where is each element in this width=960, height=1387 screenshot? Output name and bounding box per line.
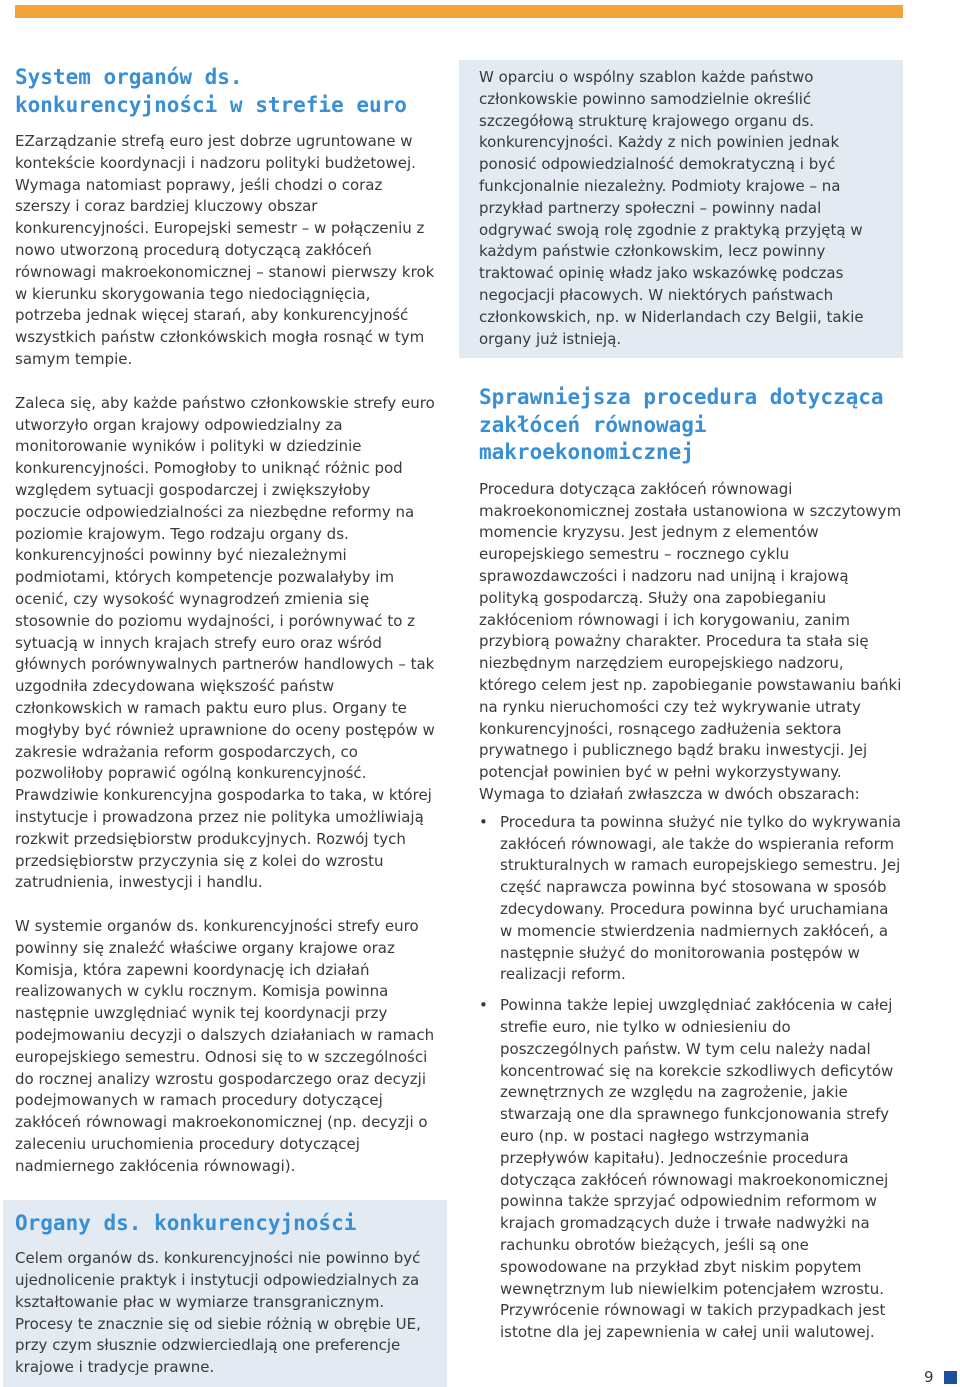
bullet-list bbox=[479, 812, 903, 1344]
right-column bbox=[459, 60, 903, 1353]
competitiveness-bodies-box bbox=[3, 1200, 447, 1387]
paragraph: Procedura dotycząca zakłóceń równowagi makroekonomicznej została ustanowiona w szczytowym momencie kryzysu. Jest jednym z elementów europejskiego semestru – rocznego cyklu sprawozdawczości i nadzoru nad unijną i krajową polityką gospodarczą. Służy ona zapobieganiu zakłóceniom równowagi i ich korygowaniu, zanim przybiorą poważny charakter. Procedura ta stała się niezbędnym narzędziem europejskiego nadzoru, którego celem jest np. zapobieganie powstawaniu bańki na rynku nieruchomości czy też wykrywanie utraty konkurencyjności, rosnącego zadłużenia sektora prywatnego i publicznego bądź braku inwestycji. Jej potencjał powinien być w pełni wykorzystywany. Wymaga to działań zwłaszcza w dwóch obszarach: bbox=[479, 479, 902, 804]
top-accent-bar bbox=[15, 5, 903, 18]
box-heading: Organy ds. konkurencyjności bbox=[15, 1210, 357, 1235]
page-number: 9 bbox=[924, 1368, 934, 1386]
list-item bbox=[479, 995, 903, 1344]
list-item-text: Procedura ta powinna służyć nie tylko do wykrywania zakłóceń równowagi, ale także do wspierania reform strukturalnych w ramach europejskiego semestru. Jej część naprawcza powinna być stosowana w sposób zdecydowany. Procedura powinna być uruchamiana w momencie stwierdzenia nadmiernych zakłóceń, a następnie służyć do monitorowania postępów w realizacji reform. bbox=[500, 812, 902, 984]
bullet-icon: • bbox=[479, 996, 488, 1015]
box-text: W oparciu o wspólny szablon każde państwo członkowskie powinno samodzielnie określić szczegółową strukturę krajowego organu ds. konkurencyjności. Każdy z nich powinien jednak ponosić odpowiedzialność demokratyczną i być funkcjonalnie niezależny. Podmioty krajowe – na przykład partnerzy społeczni – powinny nadal odgrywać swoją rolę zgodnie z praktyką przyjętą w każdym państwie członkowskim, lecz powinny traktować opinię władz jako wskazówkę podczas negocjacji płacowych. W niektórych państwach członkowskich, np. w Niderlandach czy Belgii, takie organy już istnieją. bbox=[479, 68, 864, 348]
box-text: Celem organów ds. konkurencyjności nie powinno być ujednolicenie praktyk i instytucji odpowiedzialnych za kształtowanie płac w wymiarze transgranicznym. Procesy te znacznie się od siebie różnią w obrębie UE, przy czym słusznie odzwierciedlają one preferencje krajowe i tradycje prawne. bbox=[15, 1249, 421, 1377]
paragraph: W systemie organów ds. konkurencyjności strefy euro powinny się znaleźć właściwe organy krajowe oraz Komisja, która zapewni koordynację ich działań realizowanych w cyklu rocznym. Komisja powinna następnie uwzględniać wynik tej koordynacji przy podejmowaniu decyzji o dalszych działaniach w ramach europejskiego semestru. Odnosi się to w szczególności do rocznej analizy wzrostu gospodarczego oraz decyzji podejmowanych w ramach procedury dotyczącej zakłóceń równowagi makroekonomicznej (np. decyzji o zaleceniu uruchomienia procedury dotyczącej nadmiernego zakłócenia równowagi). bbox=[15, 917, 435, 1175]
paragraph: EZarządzanie strefą euro jest dobrze ugruntowane w kontekście koordynacji i nadzoru polityki budżetowej. Wymaga natomiast poprawy, jeśli chodzi o coraz szerszy i coraz bardziej kluczowy obszar konkurencyjności. Europejski semestr – w połączeniu z nowo utworzoną procedurą dotyczącą zakłóceń równowagi makroekonomicznej – stanowi pierwszy krok w kierunku skorygowania tego niedociągnięcia, potrzeba jednak więcej starań, aby konkurencyjność wszystkich państw członkówskich mogła rosnąć w tym samym tempie. bbox=[15, 132, 435, 368]
list-item-text: Powinna także lepiej uwzględniać zakłócenia w całej strefie euro, nie tylko w odniesieniu do poszczególnych państw. W tym celu należy nadal koncentrować się na korekcie szkodliwych deficytów zewnętrznych ze względu na zagrożenie, jakie stwarzają one dla sprawnego funkcjonowania strefy euro (np. w postaci nagłego wstrzymania przepływów kapitału). Jednocześnie procedura dotycząca zakłóceń równowagi makroekonomicznej powinna także sprzyjać odpowiednim reformom w krajach gromadzących duże i trwałe nadwyżki na rachunku obrotów bieżących, jeśli są one spowodowane na przykład zbyt niskim popytem wewnętrznym lub niewielkim potencjałem wzrostu. Przywrócenie równowagi w takich przypadkach jest istotne dla jej zapewnienia w całej unii walutowej. bbox=[500, 996, 894, 1342]
list-item bbox=[479, 812, 903, 986]
paragraph: Zaleca się, aby każde państwo członkowskie strefy euro utworzyło organ krajowy odpowiedzialny za monitorowanie wyników i polityki w dziedzinie konkurencyjności. Pomogłoby to uniknąć różnic pod względem sytuacji gospodarczej i zwiększyłoby poczucie odpowiedzialności za niezbędne reformy na poziomie krajowym. Tego rodzaju organy ds. konkurencyjności powinny być niezależnymi podmiotami, których kompetencje pozwalałyby im ocenić, czy wysokość wynagrodzeń zmienia się stosownie do poziomu wydajności, i porównywać to z sytuacją w innych krajach strefy euro oraz wśród głównych porównywalnych partnerów handlowych – tak uzgodniła zdecydowana większość państw członkowskich w ramach paktu euro plus. Organy te mogłyby być również uprawnione do oceny postępów w zakresie wdrażania reform gospodarczych, co pozwoliłoby poprawić ogólną konkurencyjność. Prawdziwie konkurencyjna gospodarka to taka, w której instytucje i prowadzona przez nie polityka umożliwiają rozkwit przedsiębiorstw produkcyjnych. Rozwój tych przedsiębiorstw przyczynia się z kolei do wzrostu zatrudnienia, inwestycji i handlu. bbox=[15, 393, 435, 892]
section-heading-mip: Sprawniejsza procedura dotycząca zakłóceń równowagi makroekonomicznej bbox=[479, 385, 884, 465]
mip-section bbox=[459, 384, 903, 1344]
left-column bbox=[15, 64, 441, 1387]
right-info-box bbox=[459, 60, 903, 358]
section-heading-competitiveness-system: System organów ds. konkurencyjności w strefie euro bbox=[15, 65, 407, 117]
page-marker-square bbox=[944, 1371, 957, 1384]
bullet-icon: • bbox=[479, 812, 488, 831]
